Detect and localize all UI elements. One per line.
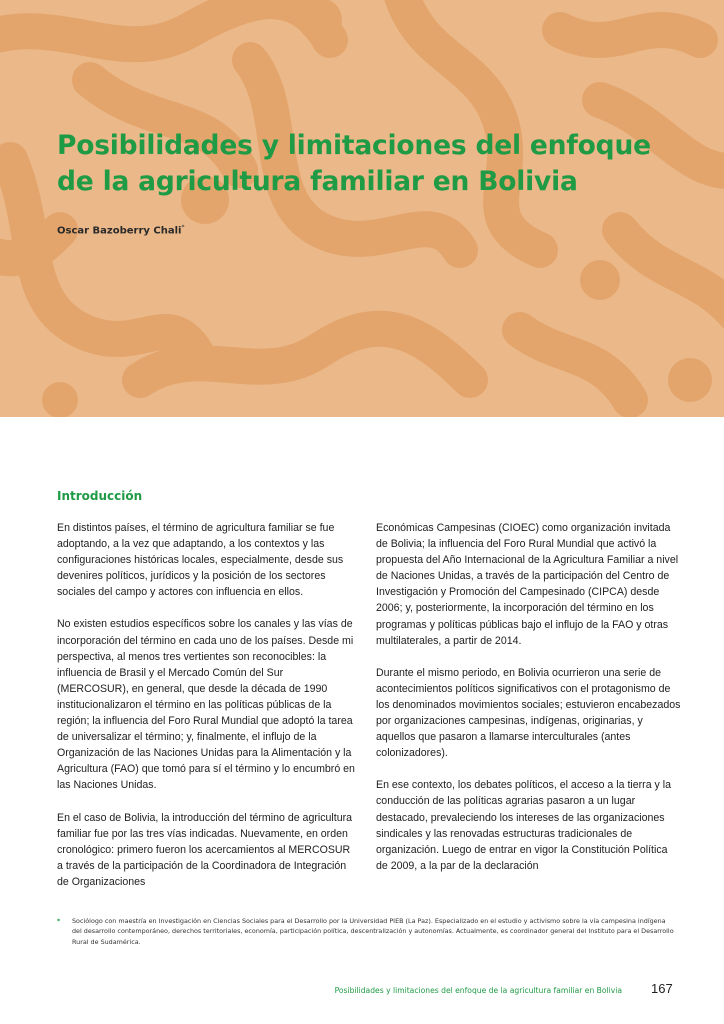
footnote-text: Sociólogo con maestría en Investigación en Ciencias Sociales para el Desarrollo por la Universidad PIEB (La Paz). Especializado en el estudio y activismo sobre la vía campesina indígena del desarrollo contemporáneo, derechos territoriales, economía, participación política, descentralización y autonomías. Actualmente, es coordinador general del Instituto para el Desarrollo Rural de Sudamérica. xyxy=(72,917,674,946)
paragraph: Económicas Campesinas (CIOEC) como organización invitada de Bolivia; la influencia del Foro Rural Mundial que activó la propuesta del Año Internacional de la Agricultura Familiar a nivel de Naciones Unidas, a través de la participación del Centro de Investigación y Promoción del Campesinado (CIPCA) desde 2006; y, posteriormente, la incorporación del término en los programas y políticas públicas bajo el influjo de la FAO y otras multilaterales, a partir de 2014. xyxy=(376,522,679,647)
paragraph: En el caso de Bolivia, la introducción del término de agricultura familiar fue por las tres vías indicadas. Nuevamente, en orden cronológico: primero fueron los acercamientos al MERCOSUR a través de la participación de la Coordinadora de Integración de Organizaciones xyxy=(57,811,353,888)
paragraph: En ese contexto, los debates políticos, el acceso a la tierra y la conducción de las políticas agrarias pasaron a un lugar destacado, prevaleciendo los intereses de las organizaciones sindicales y las renovadas estructuras tradicionales de organización. Luego de entrar en vigor la Constitución Política de 2009, a la par de la declaración xyxy=(376,779,672,872)
footnote xyxy=(57,916,677,947)
paragraph: En distintos países, el término de agricultura familiar se fue adoptando, a la vez que adaptando, a los contextos y las configuraciones históricas locales, especialmente, desde sus devenires políticos, jurídicos y la posición de los sectores sociales del campo y actores con influencia en ellos. xyxy=(57,522,344,599)
left-column xyxy=(57,520,357,906)
author-footnote-mark[interactable]: * xyxy=(181,224,185,231)
running-footer-title: Posibilidades y limitaciones del enfoque de la agricultura familiar en Bolivia xyxy=(334,986,622,995)
chapter-title: Posibilidades y limitaciones del enfoque de la agricultura familiar en Bolivia xyxy=(57,130,651,197)
paragraph: Durante el mismo periodo, en Bolivia ocurrieron una serie de acontecimientos políticos significativos con el protagonismo de los denominados movimientos sociales; estuvieron encabezados por organizaciones campesinas, indígenas, originarias, y aquellos que pasaron a llamarse interculturales (antes colonizadores). xyxy=(376,666,681,760)
section-heading: Introducción xyxy=(57,489,143,503)
decorative-pattern xyxy=(0,0,724,417)
author-name-text: Oscar Bazoberry Chali xyxy=(57,225,182,237)
header-band xyxy=(0,0,724,417)
author-name xyxy=(57,224,184,236)
right-column xyxy=(376,520,681,890)
paragraph: No existen estudios específicos sobre los canales y las vías de incorporación del término en cada uno de los países. Desde mi perspectiva, al menos tres vertientes son reconocibles: la influencia de Brasil y el Mercado Común del Sur (MERCOSUR), en general, que desde la década de 1990 institucionalizaron el término en las políticas públicas de la región; la influencia del Foro Rural Mundial que adoptó la tarea de universalizar el término; y, finalmente, el influjo de la Organización de las Naciones Unidas para la Alimentación y la Agricultura (FAO) que tomó para sí el término y lo encumbró en las Naciones Unidas. xyxy=(57,618,355,792)
page-number: 167 xyxy=(651,981,673,996)
footnote-mark: * xyxy=(57,917,61,925)
